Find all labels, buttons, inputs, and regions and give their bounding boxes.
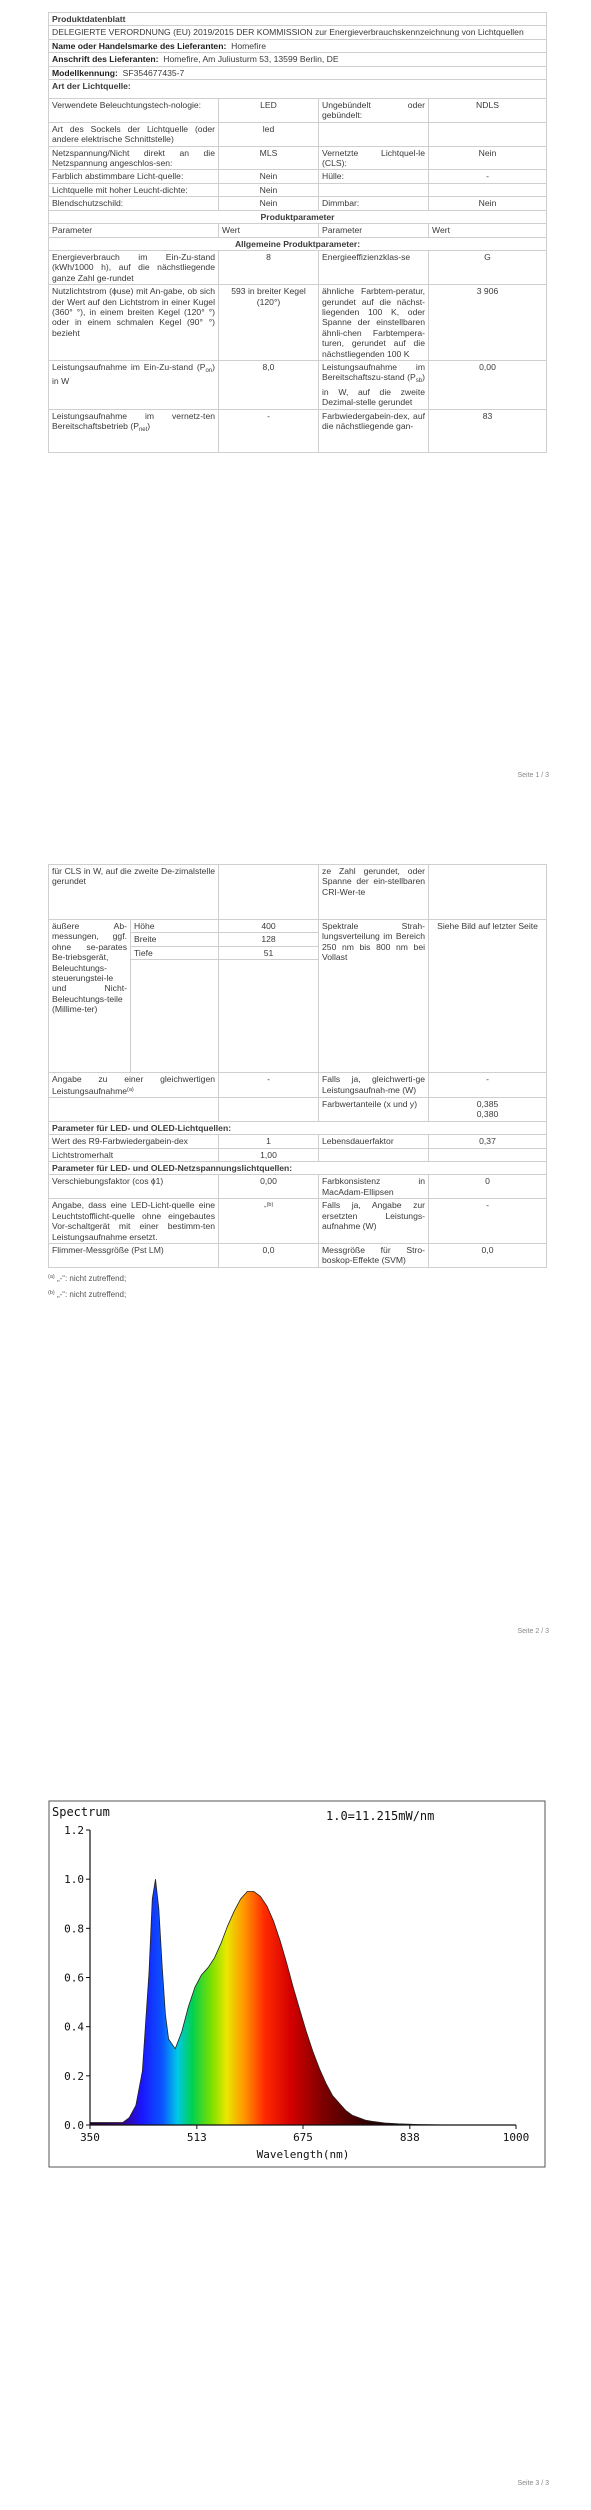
pon-value: 8,0 <box>219 360 319 409</box>
eec-value: G <box>429 250 547 284</box>
address-row <box>49 53 547 66</box>
empty-cell <box>429 183 547 196</box>
empty-cell <box>429 1148 547 1161</box>
y-tick-label: 1.2 <box>64 1824 84 1837</box>
x-tick-label: 675 <box>293 2131 313 2144</box>
depth-value: 51 <box>219 946 319 959</box>
datasheet-table-page2 <box>48 864 547 1268</box>
empty-cell <box>49 1098 219 1122</box>
nondir-label: Ungebündelt oder gebündelt: <box>319 99 429 123</box>
cri-label-cont: ze Zahl gerundet, oder Spanne der ein-stellbaren CRI-Wer-te <box>319 865 429 920</box>
envelope-label: Hülle: <box>319 170 429 183</box>
flicker-label: Flimmer-Messgröße (Pst LM) <box>49 1243 219 1267</box>
lumen-maint-label: Lichtstromerhalt <box>49 1148 219 1161</box>
nondir-value: NDLS <box>429 99 547 123</box>
equiv-power-value: - <box>429 1073 547 1098</box>
mains-label: Netzspannung/Nicht direkt an die Netzspannung angeschlos-sen: <box>49 146 219 170</box>
hlls-label: Lichtquelle mit hoher Leucht-dichte: <box>49 183 219 196</box>
chroma-x: 0,385 <box>476 1099 499 1110</box>
tech-label: Verwendete Beleuchtungstech-nologie: <box>49 99 219 123</box>
cap-label: Art des Sockels der Lichtquelle (oder andere elektrische Schnittstelle) <box>49 122 219 146</box>
empty-cell <box>219 1098 319 1122</box>
model-row <box>49 66 547 79</box>
spectrum-chart <box>48 1800 546 2168</box>
equiv-value: - <box>219 1073 319 1098</box>
empty-cell <box>429 122 547 146</box>
equiv-label: Angabe zu einer gleichwertigen Leistungsaufnahme$^{(a)}$ <box>49 1073 219 1098</box>
page-number: Seite 2 / 3 <box>517 1628 549 1635</box>
page-2 <box>0 860 591 1660</box>
spd-label: Spektrale Strah-lungsverteilung im Bereich 250 nm bis 800 nm bei Vollast <box>319 920 429 1073</box>
spd-value: Siehe Bild auf letzter Seite <box>429 920 547 1073</box>
hlls-value: Nein <box>219 183 319 196</box>
width-label: Breite <box>131 933 219 946</box>
model-label: Modellkennung: <box>52 67 118 78</box>
height-value: 400 <box>219 920 319 933</box>
col-header-value: Wert <box>219 224 319 237</box>
r9-value: 1 <box>219 1135 319 1148</box>
page-3 <box>0 1660 591 2510</box>
brand-row <box>49 39 547 52</box>
col-header-value: Wert <box>429 224 547 237</box>
depth-label: Tiefe <box>131 946 219 959</box>
x-tick-label: 350 <box>80 2131 100 2144</box>
mains-value: MLS <box>219 146 319 170</box>
page-number: Seite 3 / 3 <box>517 2480 549 2487</box>
tunable-value: Nein <box>219 170 319 183</box>
flux-label: Nutzlichtstrom (ɸuse) mit An-gabe, ob sich der Wert auf den Lichtstrom in einer Kugel (360° °), in einem breiten Kegel (120° °) oder in einem schmalen Kegel (90° °) bezieht <box>49 285 219 361</box>
empty-cell <box>319 183 429 196</box>
connected-label: Vernetzte Lichtquel-le (CLS): <box>319 146 429 170</box>
cri-label: Farbwiedergabein-dex, auf die nächstliegende gan- <box>319 409 429 452</box>
col-header-param: Parameter <box>319 224 429 237</box>
pon-label: Leistungsaufnahme im Ein-Zu-stand $(P_{on})$ in W <box>49 360 219 409</box>
y-tick-label: 0.6 <box>64 1971 84 1985</box>
page-1 <box>0 0 591 800</box>
chroma-label: Farbwertanteile (x und y) <box>319 1098 429 1122</box>
flicker-value: 0,0 <box>219 1243 319 1267</box>
energy-label: Energieverbrauch im Ein-Zu-stand (kWh/1000 h), auf die nächstliegende ganze Zahl ge-rundet <box>49 250 219 284</box>
tunable-label: Farblich abstimmbare Licht-quelle: <box>49 170 219 183</box>
general-params-heading: Allgemeine Produktparameter: <box>49 237 547 250</box>
flux-value: 593 in breiter Kegel (120°) <box>219 285 319 361</box>
empty-cell <box>319 122 429 146</box>
equiv-power-label: Falls ja, gleichwerti-ge Leistungsaufnah-me (W) <box>319 1073 429 1098</box>
col-header-param: Parameter <box>49 224 219 237</box>
svm-value: 0,0 <box>429 1243 547 1267</box>
pnet-label-cont: für CLS in W, auf die zweite De-zimalstelle gerundet <box>49 865 219 920</box>
y-tick-label: 0.4 <box>64 2020 84 2034</box>
chroma-value <box>429 1098 547 1122</box>
cct-value: 3 906 <box>429 285 547 361</box>
y-tick-label: 0.8 <box>64 1922 84 1936</box>
y-tick-label: 0.2 <box>64 2069 84 2083</box>
address-value: Homefire, Am Juliusturm 53, 13599 Berlin, DE <box>163 54 339 65</box>
survival-value: 0,37 <box>429 1135 547 1148</box>
macadam-value: 0 <box>429 1175 547 1199</box>
chart-title: Spectrum <box>52 1805 110 1819</box>
replace-value: -$^{(b)}$ <box>219 1199 319 1244</box>
r9-label: Wert des R9-Farbwiedergabein-dex <box>49 1135 219 1148</box>
x-axis-label: Wavelength(nm) <box>256 2148 350 2161</box>
antiglare-value: Nein <box>219 197 319 210</box>
page-title: Produktdatenblatt <box>49 13 547 26</box>
address-label: Anschrift des Lieferanten: <box>52 54 159 65</box>
product-params-heading: Produktparameter <box>49 210 547 223</box>
x-tick-label: 838 <box>399 2131 420 2144</box>
eec-label: Energieeffizienzklas-se <box>319 250 429 284</box>
datasheet-table-page1 <box>48 12 547 453</box>
footnotes <box>48 1270 546 1302</box>
replace-power-value: - <box>429 1199 547 1244</box>
y-tick-label: 0.0 <box>64 2119 84 2132</box>
brand-value: Homefire <box>231 40 266 51</box>
footnote-b: $^{(b)}$ „-“: nicht zutreffend; <box>48 1289 127 1299</box>
footnote-a: $^{(a)}$ „-“: nicht zutreffend; <box>48 1273 127 1283</box>
pf-label: Verschiebungsfaktor (cos ɸ1) <box>49 1175 219 1199</box>
x-tick-label: 1000 <box>502 2131 530 2144</box>
cap-value: led <box>219 122 319 146</box>
connected-value: Nein <box>429 146 547 170</box>
empty-cell <box>219 960 319 1073</box>
dimmable-value: Nein <box>429 197 547 210</box>
svm-label: Messgröße für Stro-boskop-Effekte (SVM) <box>319 1243 429 1267</box>
cri-value: 83 <box>429 409 547 452</box>
pnet-value: - <box>219 409 319 452</box>
survival-label: Lebensdauerfaktor <box>319 1135 429 1148</box>
cct-label: ähnliche Farbtem-peratur, gerundet auf die nächst-liegenden 100 K, oder Spanne der einstellbaren ähnli-chen Farbtempera-turen, gerundet auf die nächstliegenden 100 K <box>319 285 429 361</box>
empty-cell <box>319 1148 429 1161</box>
page-number: Seite 1 / 3 <box>517 772 549 779</box>
light-type-heading: Art der Lichtquelle: <box>49 80 547 99</box>
empty-cell <box>219 865 319 920</box>
energy-value: 8 <box>219 250 319 284</box>
chart-annotation: 1.0=11.215mW/nm <box>326 1809 435 1823</box>
tech-value: LED <box>219 99 319 123</box>
brand-label: Name oder Handelsmarke des Lieferanten: <box>52 40 227 51</box>
dims-label: äußere Ab-messungen, ggf. ohne se-parates Be-triebsgerät, Beleuchtungs-steuerungstei-le und Nicht-Beleuchtungs-teile (Millime-ter) <box>49 920 131 1073</box>
height-label: Höhe <box>131 920 219 933</box>
psb-value: 0,00 <box>429 360 547 409</box>
dimmable-label: Dimmbar: <box>319 197 429 210</box>
y-tick-label: 1.0 <box>64 1873 84 1887</box>
pnet-label: Leistungsaufnahme im vernetz-ten Bereitschaftsbetrieb $(P_{net})$ <box>49 409 219 452</box>
envelope-value: - <box>429 170 547 183</box>
mains-params-heading: Parameter für LED- und OLED-Netzspannungslichtquellen: <box>49 1162 547 1175</box>
model-value: SF354677435-7 <box>122 67 185 78</box>
led-params-heading: Parameter für LED- und OLED-Lichtquellen: <box>49 1121 547 1134</box>
x-tick-label: 513 <box>186 2131 207 2144</box>
macadam-label: Farbkonsistenz in MacAdam-Ellipsen <box>319 1175 429 1199</box>
regulation-text: DELEGIERTE VERORDNUNG (EU) 2019/2015 DER KOMMISSION zur Energieverbrauchskennzeichnung von Lichtquellen <box>49 26 547 39</box>
psb-label: Leistungsaufnahme im Bereitschaftszu-stand $(P_{sb})$ in W, auf die zweite Dezimal-stelle gerundet <box>319 360 429 409</box>
empty-cell <box>429 865 547 920</box>
replace-label: Angabe, dass eine LED-Licht-quelle eine Leuchtstofflicht-quelle ohne eingebautes Vor-schaltgerät mit einer bestimm-ten Leistungsaufnahme ersetzt. <box>49 1199 219 1244</box>
antiglare-label: Blendschutzschild: <box>49 197 219 210</box>
empty-cell <box>131 960 219 1073</box>
replace-power-label: Falls ja, Angabe zur ersetzten Leistungs-aufnahme (W) <box>319 1199 429 1244</box>
lumen-maint-value: 1,00 <box>219 1148 319 1161</box>
chroma-y: 0,380 <box>476 1109 499 1120</box>
pf-value: 0,00 <box>219 1175 319 1199</box>
width-value: 128 <box>219 933 319 946</box>
